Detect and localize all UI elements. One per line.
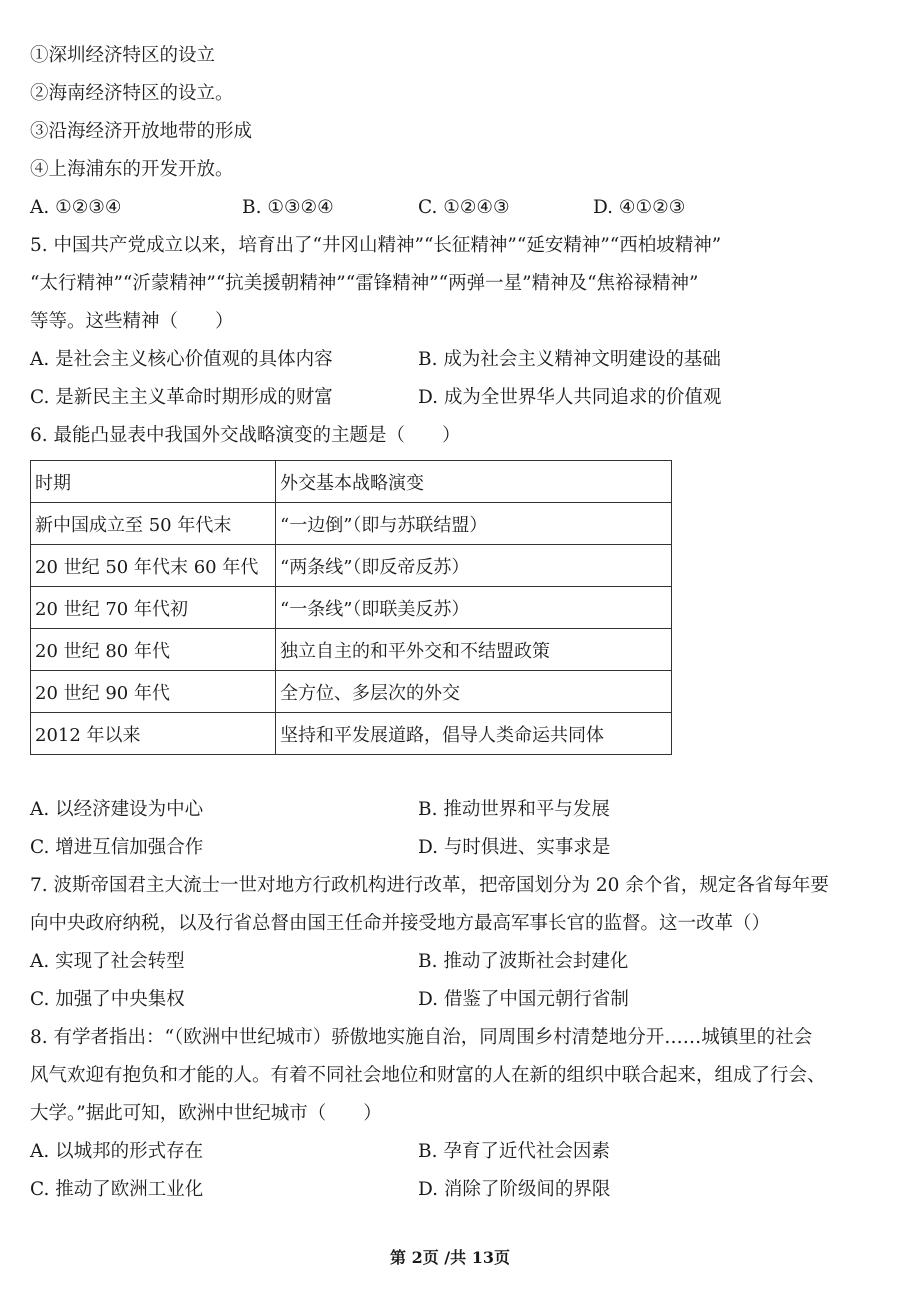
q7-option-a: A. 实现了社会转型	[30, 951, 185, 972]
q5-stem-line-3: 等等。这些精神（ ）	[30, 311, 234, 332]
table-cell-period: 20 世纪 80 年代	[31, 629, 276, 671]
q4-item-2: ②海南经济特区的设立。	[30, 83, 234, 104]
table-row	[31, 545, 672, 587]
table-row	[31, 587, 672, 629]
q6-option-d: D. 与时俱进、实事求是	[418, 837, 611, 858]
q8-option-d: D. 消除了阶级间的界限	[418, 1179, 611, 1200]
table-header-strategy: 外交基本战略演变	[276, 461, 672, 503]
table-cell-strategy: “一条线”（即联美反苏）	[276, 587, 672, 629]
q6-stem: 6. 最能凸显表中我国外交战略演变的主题是（ ）	[30, 425, 461, 446]
q8-option-b: B. 孕育了近代社会因素	[418, 1141, 610, 1162]
table-cell-period: 20 世纪 90 年代	[31, 671, 276, 713]
q4-item-3: ③沿海经济开放地带的形成	[30, 121, 253, 142]
q5-option-a: A. 是社会主义核心价值观的具体内容	[30, 349, 333, 370]
table-row	[31, 629, 672, 671]
table-cell-strategy: “两条线”（即反帝反苏）	[276, 545, 672, 587]
table-cell-strategy: 坚持和平发展道路，倡导人类命运共同体	[276, 713, 672, 755]
q8-stem-line-3: 大学。”据此可知，欧洲中世纪城市（ ）	[30, 1103, 382, 1124]
q6-option-c: C. 增进互信加强合作	[30, 837, 204, 858]
table-cell-strategy: 独立自主的和平外交和不结盟政策	[276, 629, 672, 671]
q6-option-a: A. 以经济建设为中心	[30, 799, 204, 820]
diplomacy-strategy-table	[30, 460, 672, 755]
table-row	[31, 671, 672, 713]
q7-stem-line-2: 向中央政府纳税，以及行省总督由国王任命并接受地方最高军事长官的监督。这一改革（）	[30, 913, 771, 934]
q6-option-b: B. 推动世界和平与发展	[418, 799, 610, 820]
q4-item-1: ①深圳经济特区的设立	[30, 45, 216, 66]
q4-item-4: ④上海浦东的开发开放。	[30, 159, 234, 180]
table-row	[31, 713, 672, 755]
table-cell-period: 20 世纪 70 年代初	[31, 587, 276, 629]
q5-option-b: B. 成为社会主义精神文明建设的基础	[418, 349, 721, 370]
q5-stem-line-1: 5. 中国共产党成立以来，培育出了“井冈山精神”“长征精神”“延安精神”“西柏坡精神”	[30, 235, 722, 256]
page-number-footer: 第 2页 /共 13页	[390, 1248, 510, 1267]
table-cell-period: 2012 年以来	[31, 713, 276, 755]
q4-option-c: C. ①②④③	[418, 197, 510, 218]
table-header-period: 时期	[31, 461, 276, 503]
q8-option-c: C. 推动了欧洲工业化	[30, 1179, 204, 1200]
q5-stem-line-2: “太行精神”“沂蒙精神”“抗美援朝精神”“雷锋精神”“两弹一星”精神及“焦裕禄精神”	[30, 273, 699, 294]
q4-option-d: D. ④①②③	[593, 197, 686, 218]
q8-stem-line-1: 8. 有学者指出：“（欧洲中世纪城市）骄傲地实施自治，同周围乡村清楚地分开……城镇里的社会	[30, 1027, 813, 1048]
q7-option-d: D. 借鉴了中国元朝行省制	[418, 989, 629, 1010]
q7-option-c: C. 加强了中央集权	[30, 989, 185, 1010]
table-cell-period: 新中国成立至 50 年代末	[31, 503, 276, 545]
q5-option-c: C. 是新民主主义革命时期形成的财富	[30, 387, 333, 408]
q4-option-a: A. ①②③④	[30, 197, 122, 218]
q8-stem-line-2: 风气欢迎有抱负和才能的人。有着不同社会地位和财富的人在新的组织中联合起来，组成了行会、	[30, 1065, 826, 1086]
table-cell-strategy: 全方位、多层次的外交	[276, 671, 672, 713]
table-cell-strategy: “一边倒”（即与苏联结盟）	[276, 503, 672, 545]
q4-option-b: B. ①③②④	[242, 197, 334, 218]
q5-option-d: D. 成为全世界华人共同追求的价值观	[418, 387, 722, 408]
table-cell-period: 20 世纪 50 年代末 60 年代	[31, 545, 276, 587]
q7-stem-line-1: 7. 波斯帝国君主大流士一世对地方行政机构进行改革，把帝国划分为 20 余个省，规定各省每年要	[30, 875, 829, 896]
q8-option-a: A. 以城邦的形式存在	[30, 1141, 204, 1162]
q7-option-b: B. 推动了波斯社会封建化	[418, 951, 629, 972]
table-row	[31, 503, 672, 545]
table-header-row	[31, 461, 672, 503]
